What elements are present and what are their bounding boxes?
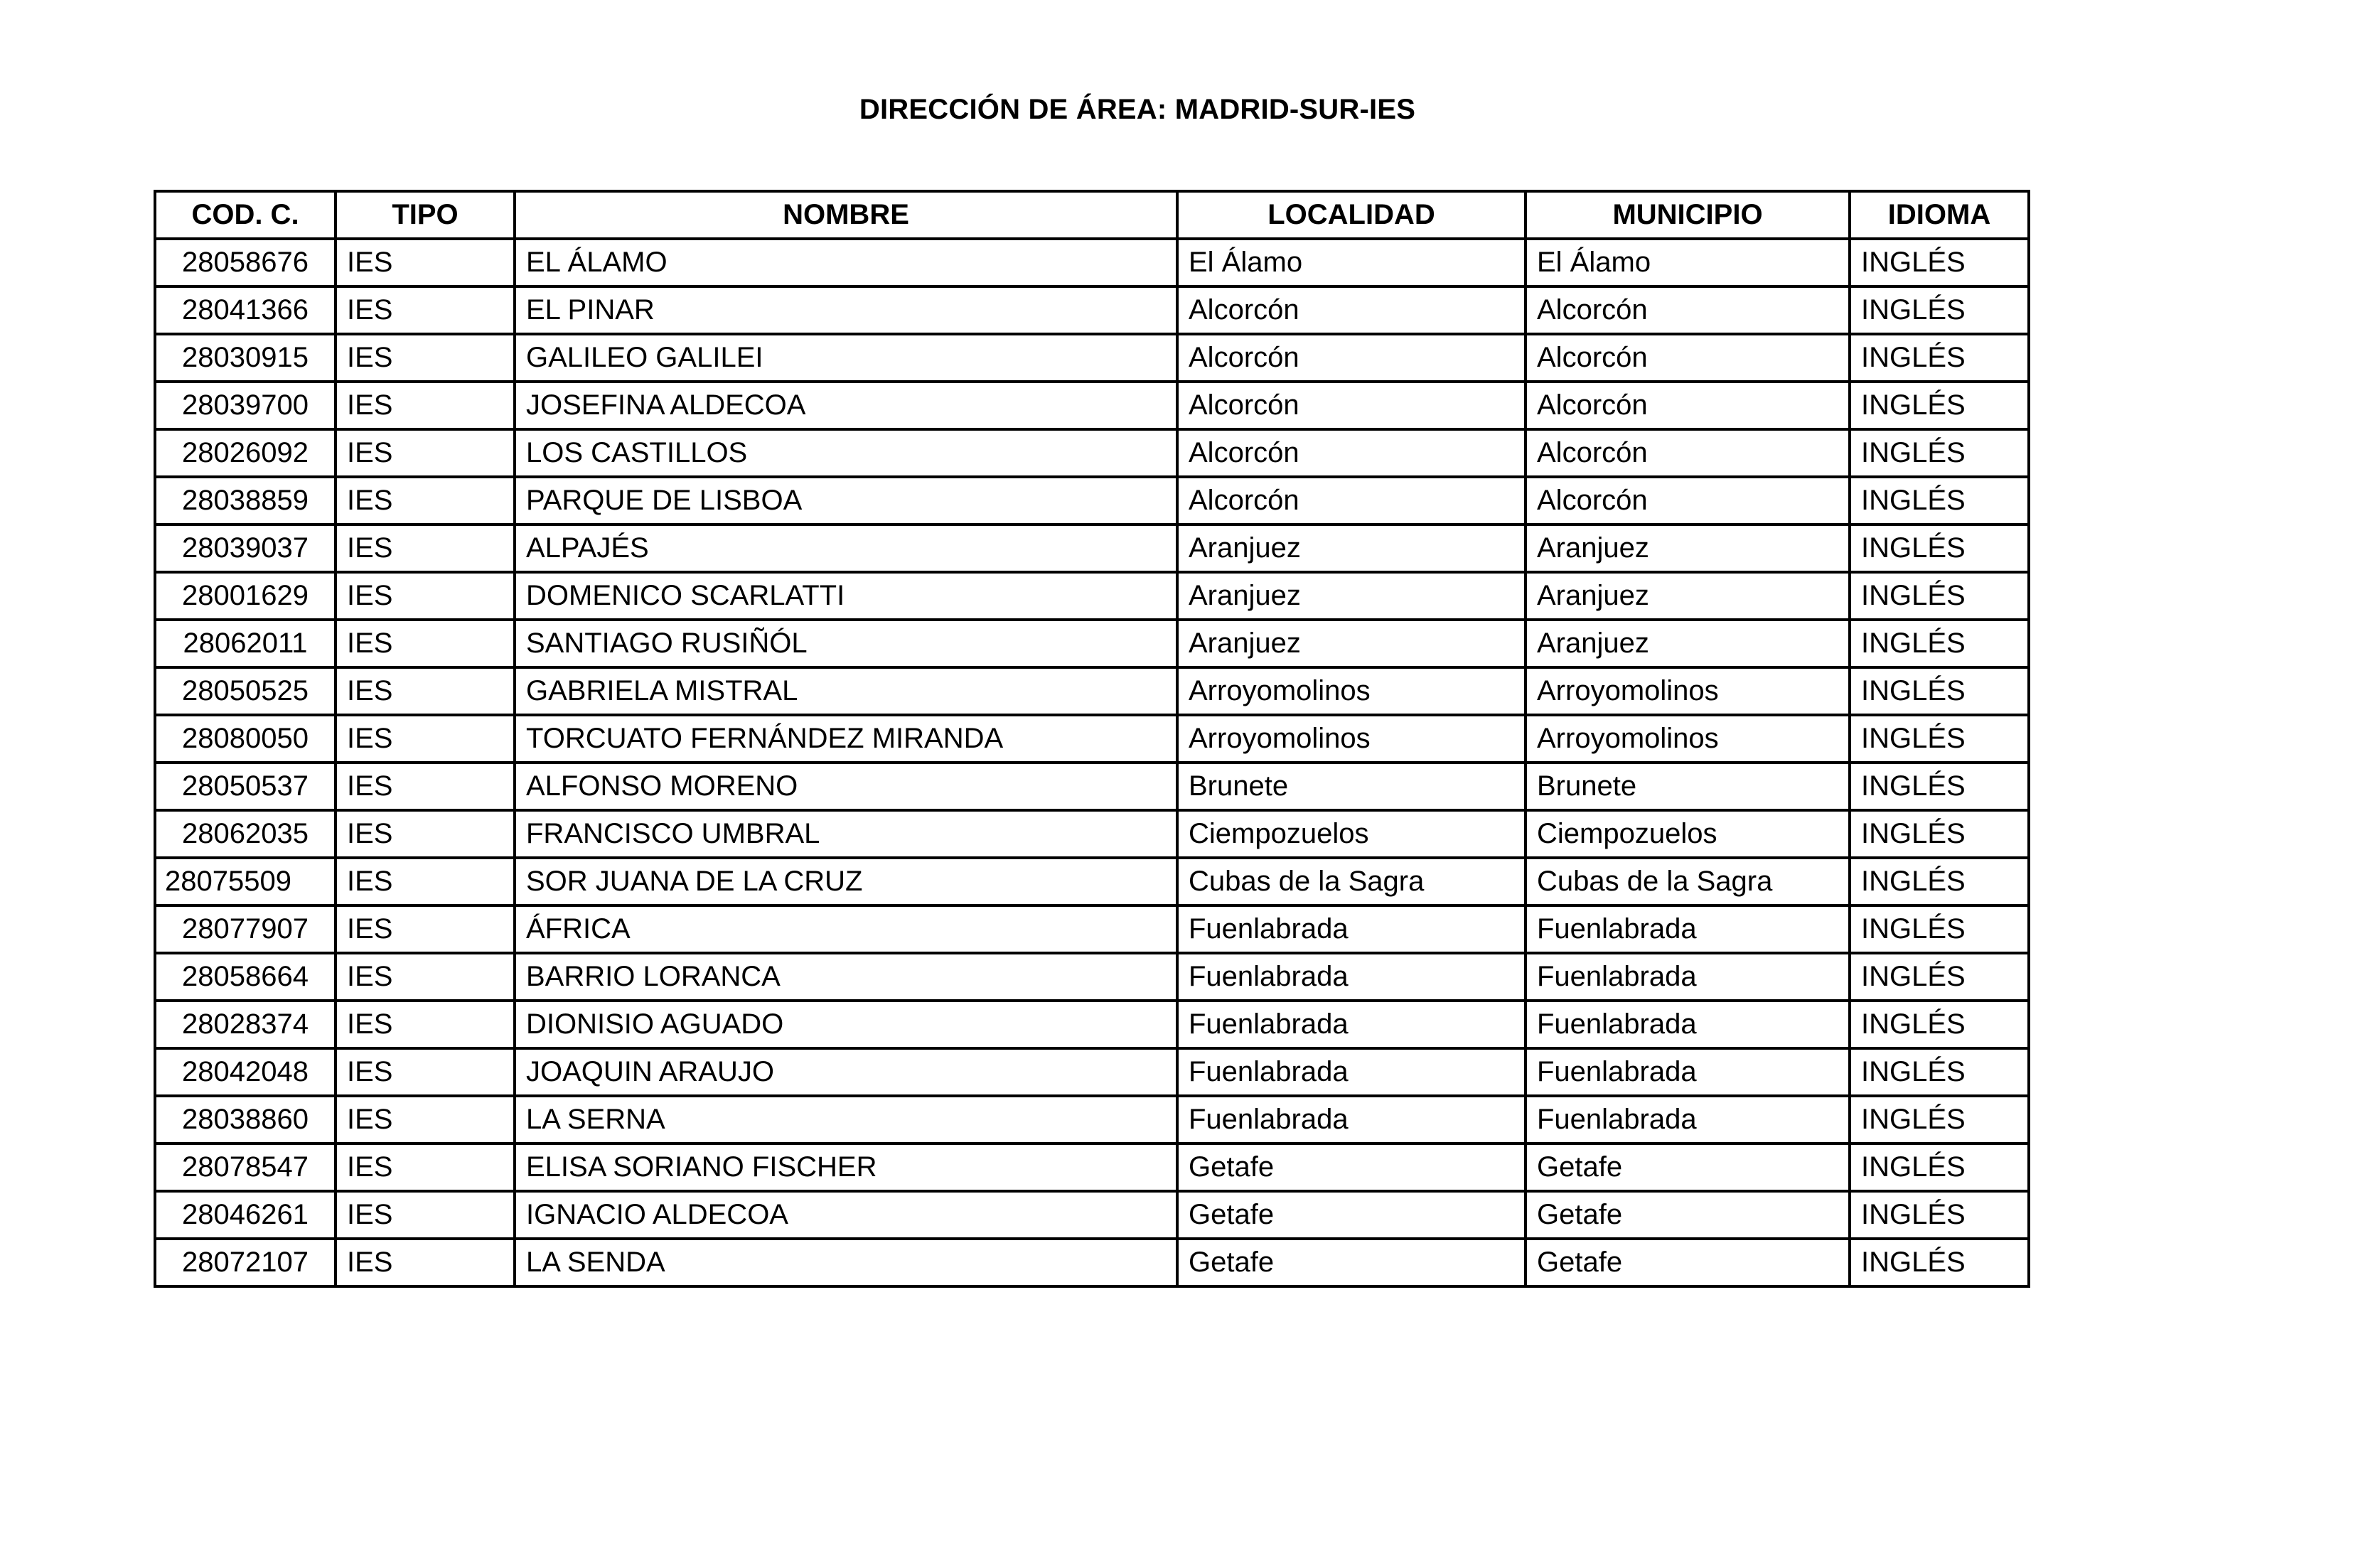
cell-idioma: INGLÉS xyxy=(1850,620,2029,667)
cell-code: 28062035 xyxy=(155,810,336,858)
table-row xyxy=(155,382,2029,429)
table-row xyxy=(155,572,2029,620)
cell-municipio: Ciempozuelos xyxy=(1526,810,1850,858)
cell-nombre: LOS CASTILLOS xyxy=(515,429,1177,477)
cell-nombre: ALPAJÉS xyxy=(515,524,1177,572)
cell-localidad: Alcorcón xyxy=(1177,286,1526,334)
cell-code: 28038860 xyxy=(155,1096,336,1144)
cell-localidad: Fuenlabrada xyxy=(1177,953,1526,1001)
cell-nombre: LA SENDA xyxy=(515,1239,1177,1286)
table-row xyxy=(155,524,2029,572)
table-row xyxy=(155,477,2029,524)
cell-nombre: JOSEFINA ALDECOA xyxy=(515,382,1177,429)
cell-idioma: INGLÉS xyxy=(1850,763,2029,810)
cell-tipo: IES xyxy=(336,429,515,477)
cell-code: 28046261 xyxy=(155,1191,336,1239)
cell-localidad: Alcorcón xyxy=(1177,477,1526,524)
cell-tipo: IES xyxy=(336,524,515,572)
cell-localidad: Brunete xyxy=(1177,763,1526,810)
table-row xyxy=(155,429,2029,477)
cell-code: 28039037 xyxy=(155,524,336,572)
cell-localidad: Fuenlabrada xyxy=(1177,905,1526,953)
cell-code: 28001629 xyxy=(155,572,336,620)
cell-idioma: INGLÉS xyxy=(1850,1239,2029,1286)
cell-nombre: ELISA SORIANO FISCHER xyxy=(515,1144,1177,1191)
cell-code: 28030915 xyxy=(155,334,336,382)
cell-tipo: IES xyxy=(336,286,515,334)
cell-municipio: Cubas de la Sagra xyxy=(1526,858,1850,905)
cell-code: 28042048 xyxy=(155,1048,336,1096)
table-row xyxy=(155,1239,2029,1286)
cell-municipio: El Álamo xyxy=(1526,239,1850,286)
cell-nombre: GABRIELA MISTRAL xyxy=(515,667,1177,715)
cell-idioma: INGLÉS xyxy=(1850,477,2029,524)
cell-tipo: IES xyxy=(336,334,515,382)
cell-code: 28058664 xyxy=(155,953,336,1001)
cell-nombre: LA SERNA xyxy=(515,1096,1177,1144)
cell-idioma: INGLÉS xyxy=(1850,953,2029,1001)
cell-idioma: INGLÉS xyxy=(1850,429,2029,477)
cell-idioma: INGLÉS xyxy=(1850,239,2029,286)
header-idioma: IDIOMA xyxy=(1850,191,2029,239)
cell-nombre: PARQUE DE LISBOA xyxy=(515,477,1177,524)
cell-idioma: INGLÉS xyxy=(1850,858,2029,905)
cell-localidad: Cubas de la Sagra xyxy=(1177,858,1526,905)
cell-tipo: IES xyxy=(336,477,515,524)
cell-code: 28058676 xyxy=(155,239,336,286)
cell-idioma: INGLÉS xyxy=(1850,1191,2029,1239)
cell-code: 28072107 xyxy=(155,1239,336,1286)
cell-tipo: IES xyxy=(336,953,515,1001)
table-body xyxy=(155,239,2029,1286)
cell-nombre: SANTIAGO RUSIÑÓL xyxy=(515,620,1177,667)
cell-localidad: Fuenlabrada xyxy=(1177,1001,1526,1048)
cell-municipio: Alcorcón xyxy=(1526,286,1850,334)
table-row xyxy=(155,1048,2029,1096)
cell-tipo: IES xyxy=(336,1144,515,1191)
cell-localidad: Arroyomolinos xyxy=(1177,715,1526,763)
cell-municipio: Alcorcón xyxy=(1526,334,1850,382)
table-row xyxy=(155,810,2029,858)
cell-code: 28050537 xyxy=(155,763,336,810)
cell-code: 28062011 xyxy=(155,620,336,667)
cell-tipo: IES xyxy=(336,858,515,905)
cell-municipio: Aranjuez xyxy=(1526,524,1850,572)
table-row xyxy=(155,239,2029,286)
table-row xyxy=(155,715,2029,763)
cell-municipio: Fuenlabrada xyxy=(1526,905,1850,953)
cell-localidad: Ciempozuelos xyxy=(1177,810,1526,858)
cell-municipio: Alcorcón xyxy=(1526,382,1850,429)
cell-localidad: Fuenlabrada xyxy=(1177,1048,1526,1096)
cell-nombre: TORCUATO FERNÁNDEZ MIRANDA xyxy=(515,715,1177,763)
cell-localidad: Alcorcón xyxy=(1177,382,1526,429)
cell-localidad: Getafe xyxy=(1177,1191,1526,1239)
cell-localidad: Fuenlabrada xyxy=(1177,1096,1526,1144)
cell-municipio: Arroyomolinos xyxy=(1526,667,1850,715)
cell-municipio: Aranjuez xyxy=(1526,620,1850,667)
cell-idioma: INGLÉS xyxy=(1850,905,2029,953)
table-row xyxy=(155,905,2029,953)
cell-municipio: Arroyomolinos xyxy=(1526,715,1850,763)
cell-nombre: DOMENICO SCARLATTI xyxy=(515,572,1177,620)
cell-code: 28039700 xyxy=(155,382,336,429)
table-row xyxy=(155,286,2029,334)
cell-localidad: Getafe xyxy=(1177,1239,1526,1286)
cell-tipo: IES xyxy=(336,1048,515,1096)
cell-municipio: Getafe xyxy=(1526,1144,1850,1191)
header-nombre: NOMBRE xyxy=(515,191,1177,239)
table-row xyxy=(155,1001,2029,1048)
cell-localidad: Arroyomolinos xyxy=(1177,667,1526,715)
cell-municipio: Getafe xyxy=(1526,1191,1850,1239)
cell-localidad: Aranjuez xyxy=(1177,524,1526,572)
cell-municipio: Aranjuez xyxy=(1526,572,1850,620)
cell-code: 28080050 xyxy=(155,715,336,763)
cell-code: 28050525 xyxy=(155,667,336,715)
cell-municipio: Fuenlabrada xyxy=(1526,1096,1850,1144)
cell-idioma: INGLÉS xyxy=(1850,1048,2029,1096)
table-row xyxy=(155,858,2029,905)
cell-tipo: IES xyxy=(336,905,515,953)
cell-localidad: Aranjuez xyxy=(1177,572,1526,620)
cell-code: 28077907 xyxy=(155,905,336,953)
cell-municipio: Alcorcón xyxy=(1526,429,1850,477)
table-row xyxy=(155,334,2029,382)
cell-idioma: INGLÉS xyxy=(1850,1096,2029,1144)
cell-code: 28038859 xyxy=(155,477,336,524)
header-tipo: TIPO xyxy=(336,191,515,239)
cell-tipo: IES xyxy=(336,810,515,858)
cell-nombre: IGNACIO ALDECOA xyxy=(515,1191,1177,1239)
cell-idioma: INGLÉS xyxy=(1850,334,2029,382)
cell-localidad: El Álamo xyxy=(1177,239,1526,286)
table-row xyxy=(155,1144,2029,1191)
cell-tipo: IES xyxy=(336,763,515,810)
header-localidad: LOCALIDAD xyxy=(1177,191,1526,239)
cell-nombre: EL ÁLAMO xyxy=(515,239,1177,286)
cell-municipio: Fuenlabrada xyxy=(1526,1048,1850,1096)
cell-nombre: ALFONSO MORENO xyxy=(515,763,1177,810)
cell-nombre: DIONISIO AGUADO xyxy=(515,1001,1177,1048)
table-row xyxy=(155,953,2029,1001)
cell-idioma: INGLÉS xyxy=(1850,1001,2029,1048)
table-row xyxy=(155,1096,2029,1144)
cell-tipo: IES xyxy=(336,620,515,667)
table-row xyxy=(155,763,2029,810)
cell-idioma: INGLÉS xyxy=(1850,667,2029,715)
cell-tipo: IES xyxy=(336,239,515,286)
cell-tipo: IES xyxy=(336,715,515,763)
cell-tipo: IES xyxy=(336,1096,515,1144)
cell-municipio: Fuenlabrada xyxy=(1526,953,1850,1001)
cell-localidad: Alcorcón xyxy=(1177,334,1526,382)
cell-idioma: INGLÉS xyxy=(1850,715,2029,763)
cell-idioma: INGLÉS xyxy=(1850,572,2029,620)
cell-nombre: ÁFRICA xyxy=(515,905,1177,953)
table-row xyxy=(155,1191,2029,1239)
cell-nombre: FRANCISCO UMBRAL xyxy=(515,810,1177,858)
header-municipio: MUNICIPIO xyxy=(1526,191,1850,239)
cell-nombre: BARRIO LORANCA xyxy=(515,953,1177,1001)
cell-localidad: Alcorcón xyxy=(1177,429,1526,477)
cell-nombre: SOR JUANA DE LA CRUZ xyxy=(515,858,1177,905)
cell-code: 28078547 xyxy=(155,1144,336,1191)
cell-idioma: INGLÉS xyxy=(1850,286,2029,334)
cell-code: 28041366 xyxy=(155,286,336,334)
cell-tipo: IES xyxy=(336,667,515,715)
cell-municipio: Getafe xyxy=(1526,1239,1850,1286)
cell-idioma: INGLÉS xyxy=(1850,1144,2029,1191)
cell-municipio: Alcorcón xyxy=(1526,477,1850,524)
cell-localidad: Aranjuez xyxy=(1177,620,1526,667)
table-header-row xyxy=(155,191,2029,239)
cell-tipo: IES xyxy=(336,1239,515,1286)
cell-code: 28026092 xyxy=(155,429,336,477)
header-code: COD. C. xyxy=(155,191,336,239)
cell-nombre: JOAQUIN ARAUJO xyxy=(515,1048,1177,1096)
cell-tipo: IES xyxy=(336,572,515,620)
cell-idioma: INGLÉS xyxy=(1850,382,2029,429)
cell-municipio: Brunete xyxy=(1526,763,1850,810)
cell-tipo: IES xyxy=(336,1191,515,1239)
cell-localidad: Getafe xyxy=(1177,1144,1526,1191)
cell-municipio: Fuenlabrada xyxy=(1526,1001,1850,1048)
cell-tipo: IES xyxy=(336,382,515,429)
cell-idioma: INGLÉS xyxy=(1850,524,2029,572)
cell-tipo: IES xyxy=(336,1001,515,1048)
cell-code: 28075509 xyxy=(155,858,336,905)
cell-idioma: INGLÉS xyxy=(1850,810,2029,858)
cell-nombre: GALILEO GALILEI xyxy=(515,334,1177,382)
cell-nombre: EL PINAR xyxy=(515,286,1177,334)
schools-table xyxy=(154,190,2030,1288)
table-row xyxy=(155,667,2029,715)
table-row xyxy=(155,620,2029,667)
cell-code: 28028374 xyxy=(155,1001,336,1048)
page-title: DIRECCIÓN DE ÁREA: MADRID-SUR-IES xyxy=(859,94,1416,125)
